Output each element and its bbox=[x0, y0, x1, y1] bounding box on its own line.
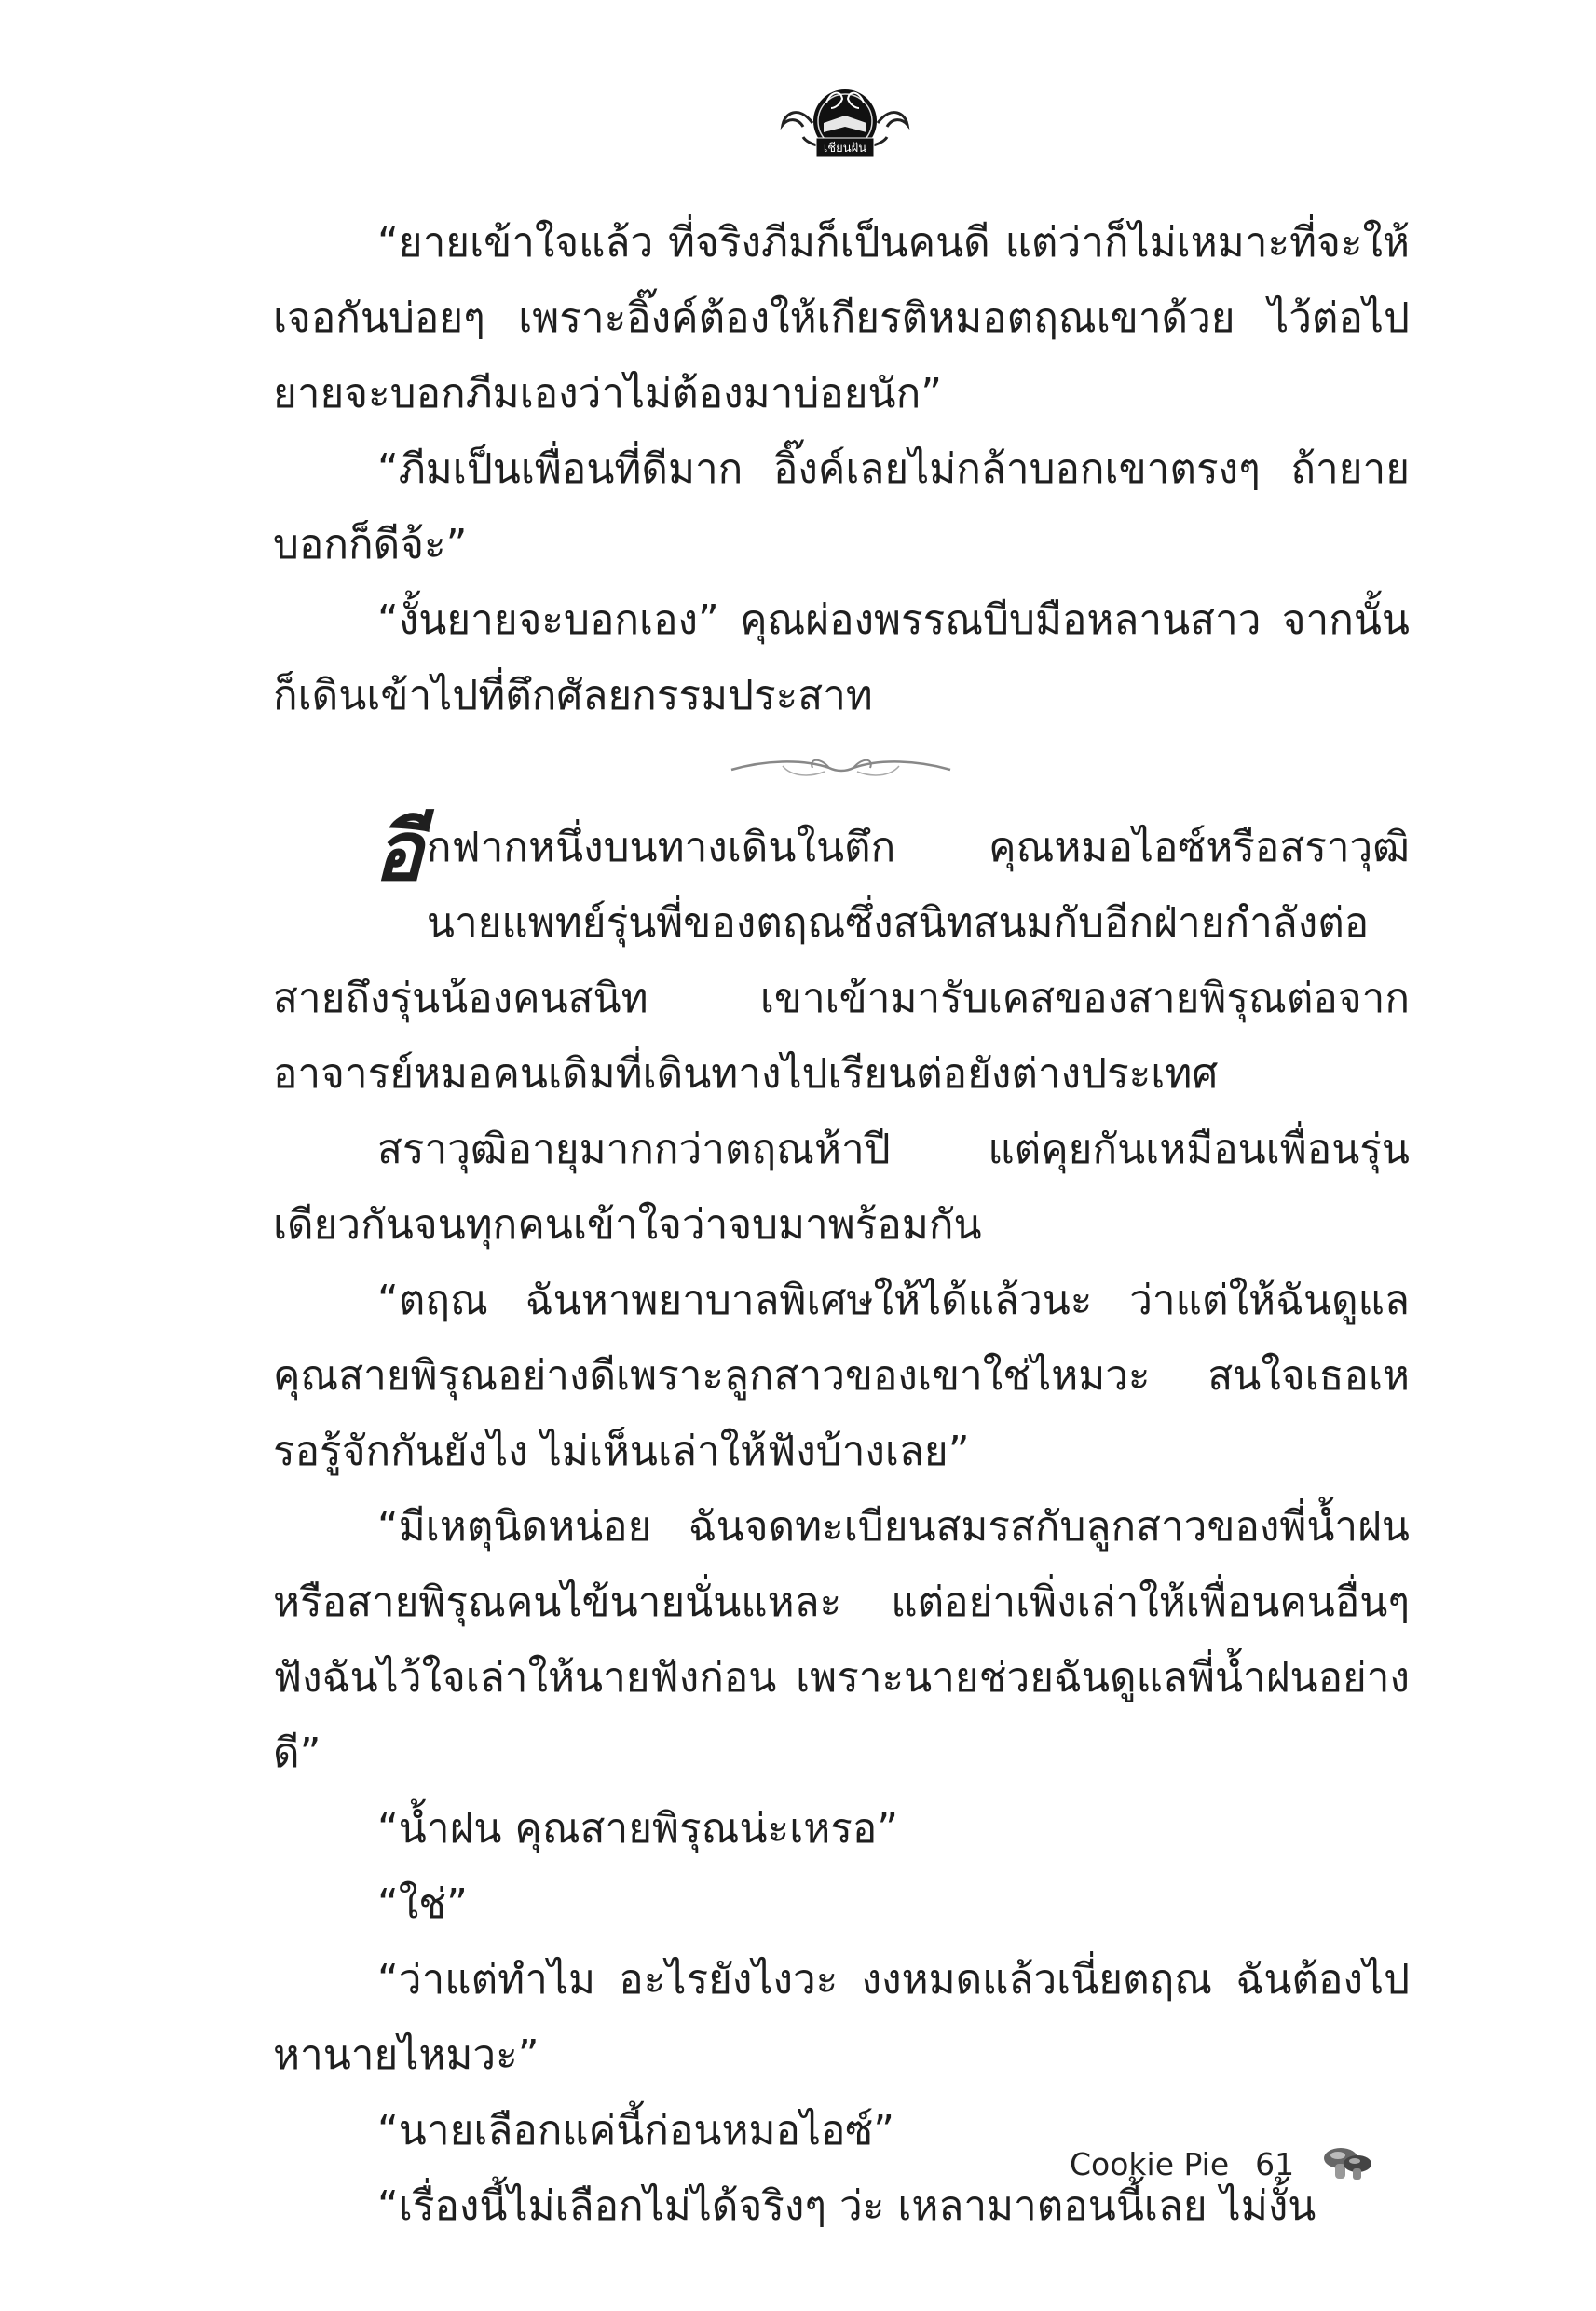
paragraph: “ตฤณ ฉันหาพยาบาลพิเศษให้ได้แล้วนะ ว่าแต่ให้ฉันดูแลคุณสายพิรุณอย่างดีเพราะลูกสาวของเขาใช่ไหมวะ สนใจเธอเหรอรู้จักกันยังไง ไม่เห็นเล่าให้ฟังบ้างเลย” bbox=[273, 1277, 1410, 1475]
dropcap-spacer bbox=[273, 810, 374, 811]
swan-open-book-emblem-icon bbox=[775, 67, 915, 170]
paragraph: “ยายเข้าใจแล้ว ที่จริงภีมก็เป็นคนดี แต่ว่าก็ไม่เหมาะที่จะให้เจอกันบ่อยๆ เพราะอิ๊งค์ต้องให้เกียรติหมอตฤณเขาด้วย ไว้ต่อไปยายจะบอกภีมเองว่าไม่ต้องมาบ่อยนัก” bbox=[273, 219, 1410, 417]
paragraph: “มีเหตุนิดหน่อย ฉันจดทะเบียนสมรสกับลูกสาวของพี่น้ำฝนหรือสายพิรุณคนไข้นายนั่นแหละ แต่อย่าเพิ่งเล่าให้เพื่อนคนอื่นๆ ฟังฉันไว้ใจเล่าให้นายฟังก่อน เพราะนายช่วยฉันดูแลพี่น้ำฝนอย่างดี” bbox=[273, 1503, 1410, 1777]
first-paragraph-text: กฟากหนึ่งบนทางเดินในตึก คุณหมอไอซ์หรือสราวุฒิ นายแพทย์รุ่นพี่ของตฤณซึ่งสนิทสนมกับอีกฝ่ายกำลังต่อสายถึงรุ่นน้องคนสนิท เขาเข้ามารับเคสของสายพิรุณต่อจากอาจารย์หมอคนเดิมที่เดินทางไปเรียนต่อยังต่างประเทศ bbox=[273, 824, 1410, 1098]
paragraph: “งั้นยายจะบอกเอง” คุณผ่องพรรณบีบมือหลานสาว จากนั้นก็เดินเข้าไปที่ตึกศัลยกรรมประสาท bbox=[273, 596, 1410, 719]
mushroom-logo-icon bbox=[1320, 2145, 1374, 2182]
page-footer bbox=[1070, 2136, 1374, 2192]
logo-text: เชียนฝัน bbox=[823, 142, 867, 156]
paragraph: “เรื่องนี้ไม่เลือกไม่ได้จริงๆ ว่ะ เหลามาตอนนี้เลย ไม่งั้น bbox=[377, 2182, 1316, 2230]
section-2 bbox=[273, 803, 1410, 2244]
dropcap: อี bbox=[374, 803, 423, 899]
paragraph: “น้ำฝน คุณสายพิรุณน่ะเหรอ” bbox=[377, 1805, 899, 1853]
first-paragraph bbox=[273, 803, 1410, 1112]
page-number: 61 bbox=[1255, 2145, 1295, 2182]
paragraph: “ว่าแต่ทำไม อะไรยังไงวะ งงหมดแล้วเนี่ยตฤณ ฉันต้องไปหานายไหมวะ” bbox=[273, 1956, 1410, 2079]
paragraph: “นายเลือกแค่นี้ก่อนหมอไอซ์” bbox=[377, 2107, 895, 2154]
paragraph: “ภีมเป็นเพื่อนที่ดีมาก อิ๊งค์เลยไม่กล้าบอกเขาตรงๆ ถ้ายายบอกก็ดีจ้ะ” bbox=[273, 445, 1410, 568]
flourish-divider-icon bbox=[727, 744, 955, 790]
paragraph: สราวุฒิอายุมากกว่าตฤณห้าปี แต่คุยกันเหมือนเพื่อนรุ่นเดียวกันจนทุกคนเข้าใจว่าจบมาพร้อมกัน bbox=[273, 1126, 1410, 1249]
paragraph: “ใช่” bbox=[377, 1880, 468, 1928]
section-1 bbox=[273, 205, 1410, 733]
book-title: Cookie Pie bbox=[1070, 2145, 1230, 2182]
